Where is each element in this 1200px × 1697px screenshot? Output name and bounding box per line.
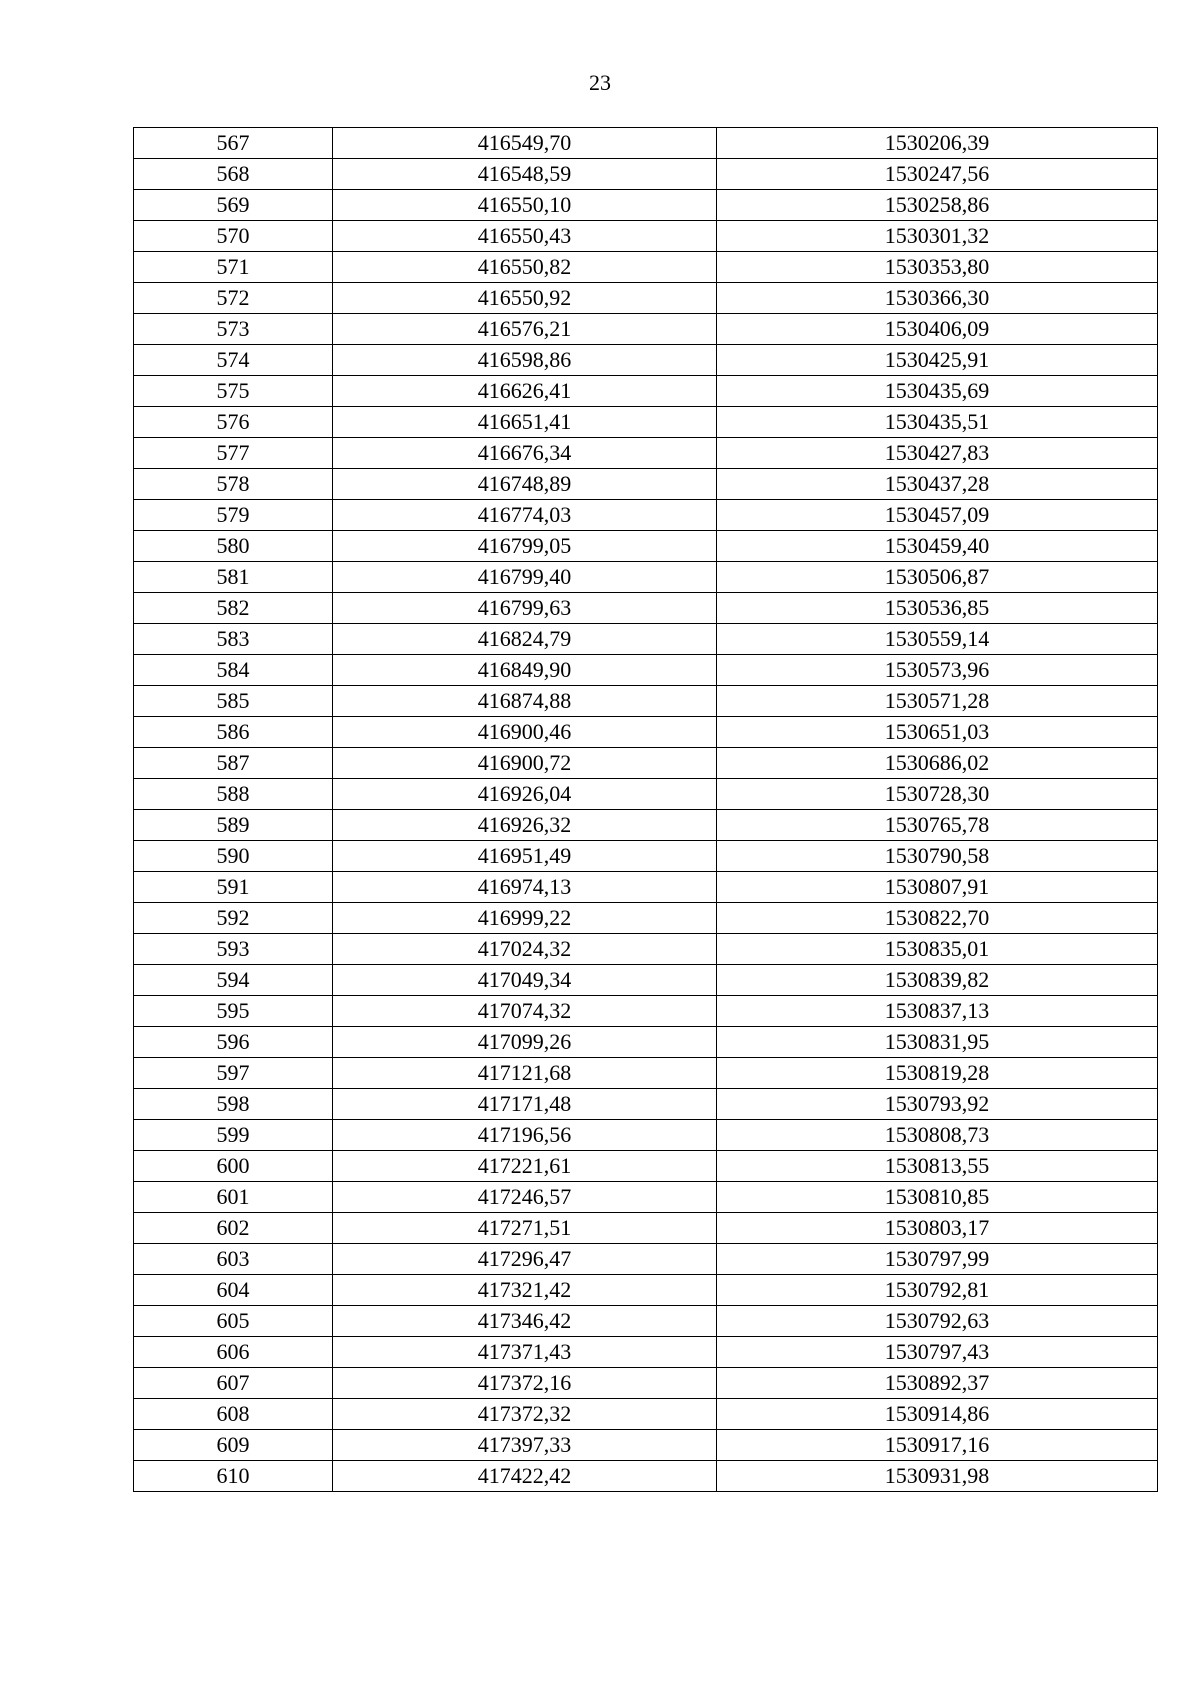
y-coordinate-cell: 1530437,28 [717,469,1158,500]
table-row [134,1120,1158,1151]
y-coordinate-cell: 1530728,30 [717,779,1158,810]
point-number-cell: 607 [134,1368,333,1399]
point-number-cell: 604 [134,1275,333,1306]
point-number-cell: 585 [134,686,333,717]
point-number-cell: 601 [134,1182,333,1213]
table-row [134,1461,1158,1492]
table-row [134,1337,1158,1368]
x-coordinate-cell: 416550,43 [333,221,717,252]
page-number: 23 [589,70,611,95]
x-coordinate-cell: 417196,56 [333,1120,717,1151]
table-row [134,1182,1158,1213]
y-coordinate-cell: 1530792,63 [717,1306,1158,1337]
point-number-cell: 609 [134,1430,333,1461]
table-row [134,996,1158,1027]
x-coordinate-cell: 417397,33 [333,1430,717,1461]
x-coordinate-cell: 416926,04 [333,779,717,810]
point-number-cell: 587 [134,748,333,779]
point-number-cell: 588 [134,779,333,810]
point-number-cell: 589 [134,810,333,841]
table-row [134,283,1158,314]
point-number-cell: 572 [134,283,333,314]
table-row [134,345,1158,376]
point-number-cell: 608 [134,1399,333,1430]
y-coordinate-cell: 1530819,28 [717,1058,1158,1089]
y-coordinate-cell: 1530366,30 [717,283,1158,314]
y-coordinate-cell: 1530247,56 [717,159,1158,190]
x-coordinate-cell: 416799,05 [333,531,717,562]
table-row [134,1151,1158,1182]
point-number-cell: 578 [134,469,333,500]
y-coordinate-cell: 1530406,09 [717,314,1158,345]
table-row [134,376,1158,407]
table-row [134,562,1158,593]
y-coordinate-cell: 1530457,09 [717,500,1158,531]
x-coordinate-cell: 417346,42 [333,1306,717,1337]
table-row [134,1027,1158,1058]
x-coordinate-cell: 416900,46 [333,717,717,748]
x-coordinate-cell: 416576,21 [333,314,717,345]
table-row [134,748,1158,779]
table-row [134,252,1158,283]
x-coordinate-cell: 417371,43 [333,1337,717,1368]
table-row [134,469,1158,500]
x-coordinate-cell: 416824,79 [333,624,717,655]
table-row [134,531,1158,562]
x-coordinate-cell: 416799,63 [333,593,717,624]
x-coordinate-cell: 416549,70 [333,128,717,159]
point-number-cell: 575 [134,376,333,407]
coordinates-table-body [134,128,1158,1492]
point-number-cell: 571 [134,252,333,283]
y-coordinate-cell: 1530536,85 [717,593,1158,624]
table-row [134,1368,1158,1399]
table-row [134,717,1158,748]
x-coordinate-cell: 416651,41 [333,407,717,438]
y-coordinate-cell: 1530810,85 [717,1182,1158,1213]
point-number-cell: 606 [134,1337,333,1368]
x-coordinate-cell: 417372,32 [333,1399,717,1430]
x-coordinate-cell: 416974,13 [333,872,717,903]
y-coordinate-cell: 1530914,86 [717,1399,1158,1430]
x-coordinate-cell: 417121,68 [333,1058,717,1089]
point-number-cell: 579 [134,500,333,531]
y-coordinate-cell: 1530797,99 [717,1244,1158,1275]
point-number-cell: 590 [134,841,333,872]
table-row [134,314,1158,345]
x-coordinate-cell: 417049,34 [333,965,717,996]
x-coordinate-cell: 416548,59 [333,159,717,190]
point-number-cell: 584 [134,655,333,686]
y-coordinate-cell: 1530573,96 [717,655,1158,686]
table-row [134,190,1158,221]
x-coordinate-cell: 417422,42 [333,1461,717,1492]
table-row [134,686,1158,717]
x-coordinate-cell: 417321,42 [333,1275,717,1306]
x-coordinate-cell: 416550,82 [333,252,717,283]
x-coordinate-cell: 416550,92 [333,283,717,314]
point-number-cell: 599 [134,1120,333,1151]
y-coordinate-cell: 1530839,82 [717,965,1158,996]
point-number-cell: 595 [134,996,333,1027]
table-row [134,872,1158,903]
x-coordinate-cell: 417246,57 [333,1182,717,1213]
table-row [134,779,1158,810]
y-coordinate-cell: 1530831,95 [717,1027,1158,1058]
x-coordinate-cell: 416676,34 [333,438,717,469]
x-coordinate-cell: 416626,41 [333,376,717,407]
point-number-cell: 568 [134,159,333,190]
table-row [134,500,1158,531]
point-number-cell: 592 [134,903,333,934]
point-number-cell: 583 [134,624,333,655]
x-coordinate-cell: 416849,90 [333,655,717,686]
point-number-cell: 576 [134,407,333,438]
x-coordinate-cell: 416598,86 [333,345,717,376]
x-coordinate-cell: 416550,10 [333,190,717,221]
table-row [134,841,1158,872]
point-number-cell: 603 [134,1244,333,1275]
x-coordinate-cell: 416774,03 [333,500,717,531]
point-number-cell: 573 [134,314,333,345]
x-coordinate-cell: 417372,16 [333,1368,717,1399]
point-number-cell: 596 [134,1027,333,1058]
point-number-cell: 594 [134,965,333,996]
table-row [134,159,1158,190]
table-row [134,128,1158,159]
point-number-cell: 597 [134,1058,333,1089]
table-row [134,965,1158,996]
y-coordinate-cell: 1530807,91 [717,872,1158,903]
table-row [134,810,1158,841]
y-coordinate-cell: 1530459,40 [717,531,1158,562]
x-coordinate-cell: 416951,49 [333,841,717,872]
table-row [134,1306,1158,1337]
table-row [134,624,1158,655]
point-number-cell: 591 [134,872,333,903]
y-coordinate-cell: 1530793,92 [717,1089,1158,1120]
point-number-cell: 582 [134,593,333,624]
y-coordinate-cell: 1530571,28 [717,686,1158,717]
table-row [134,903,1158,934]
point-number-cell: 577 [134,438,333,469]
y-coordinate-cell: 1530892,37 [717,1368,1158,1399]
x-coordinate-cell: 417074,32 [333,996,717,1027]
y-coordinate-cell: 1530765,78 [717,810,1158,841]
table-row [134,221,1158,252]
y-coordinate-cell: 1530803,17 [717,1213,1158,1244]
x-coordinate-cell: 416799,40 [333,562,717,593]
y-coordinate-cell: 1530808,73 [717,1120,1158,1151]
y-coordinate-cell: 1530917,16 [717,1430,1158,1461]
point-number-cell: 602 [134,1213,333,1244]
y-coordinate-cell: 1530651,03 [717,717,1158,748]
point-number-cell: 593 [134,934,333,965]
point-number-cell: 570 [134,221,333,252]
table-row [134,1089,1158,1120]
y-coordinate-cell: 1530206,39 [717,128,1158,159]
y-coordinate-cell: 1530835,01 [717,934,1158,965]
x-coordinate-cell: 416926,32 [333,810,717,841]
y-coordinate-cell: 1530686,02 [717,748,1158,779]
y-coordinate-cell: 1530425,91 [717,345,1158,376]
point-number-cell: 610 [134,1461,333,1492]
table-row [134,438,1158,469]
x-coordinate-cell: 417296,47 [333,1244,717,1275]
table-row [134,1213,1158,1244]
x-coordinate-cell: 417171,48 [333,1089,717,1120]
x-coordinate-cell: 417099,26 [333,1027,717,1058]
point-number-cell: 580 [134,531,333,562]
y-coordinate-cell: 1530822,70 [717,903,1158,934]
point-number-cell: 581 [134,562,333,593]
table-row [134,1058,1158,1089]
x-coordinate-cell: 417221,61 [333,1151,717,1182]
x-coordinate-cell: 416900,72 [333,748,717,779]
x-coordinate-cell: 416999,22 [333,903,717,934]
y-coordinate-cell: 1530435,51 [717,407,1158,438]
point-number-cell: 567 [134,128,333,159]
table-row [134,593,1158,624]
y-coordinate-cell: 1530837,13 [717,996,1158,1027]
table-row [134,1430,1158,1461]
table-row [134,1244,1158,1275]
point-number-cell: 598 [134,1089,333,1120]
y-coordinate-cell: 1530301,32 [717,221,1158,252]
x-coordinate-cell: 416748,89 [333,469,717,500]
point-number-cell: 605 [134,1306,333,1337]
point-number-cell: 574 [134,345,333,376]
table-row [134,1399,1158,1430]
y-coordinate-cell: 1530813,55 [717,1151,1158,1182]
y-coordinate-cell: 1530931,98 [717,1461,1158,1492]
point-number-cell: 569 [134,190,333,221]
table-row [134,1275,1158,1306]
point-number-cell: 586 [134,717,333,748]
x-coordinate-cell: 417271,51 [333,1213,717,1244]
x-coordinate-cell: 417024,32 [333,934,717,965]
y-coordinate-cell: 1530506,87 [717,562,1158,593]
y-coordinate-cell: 1530797,43 [717,1337,1158,1368]
y-coordinate-cell: 1530258,86 [717,190,1158,221]
y-coordinate-cell: 1530790,58 [717,841,1158,872]
y-coordinate-cell: 1530353,80 [717,252,1158,283]
y-coordinate-cell: 1530792,81 [717,1275,1158,1306]
y-coordinate-cell: 1530427,83 [717,438,1158,469]
table-row [134,655,1158,686]
coordinates-table [133,127,1158,1492]
point-number-cell: 600 [134,1151,333,1182]
x-coordinate-cell: 416874,88 [333,686,717,717]
table-row [134,407,1158,438]
y-coordinate-cell: 1530559,14 [717,624,1158,655]
y-coordinate-cell: 1530435,69 [717,376,1158,407]
table-row [134,934,1158,965]
